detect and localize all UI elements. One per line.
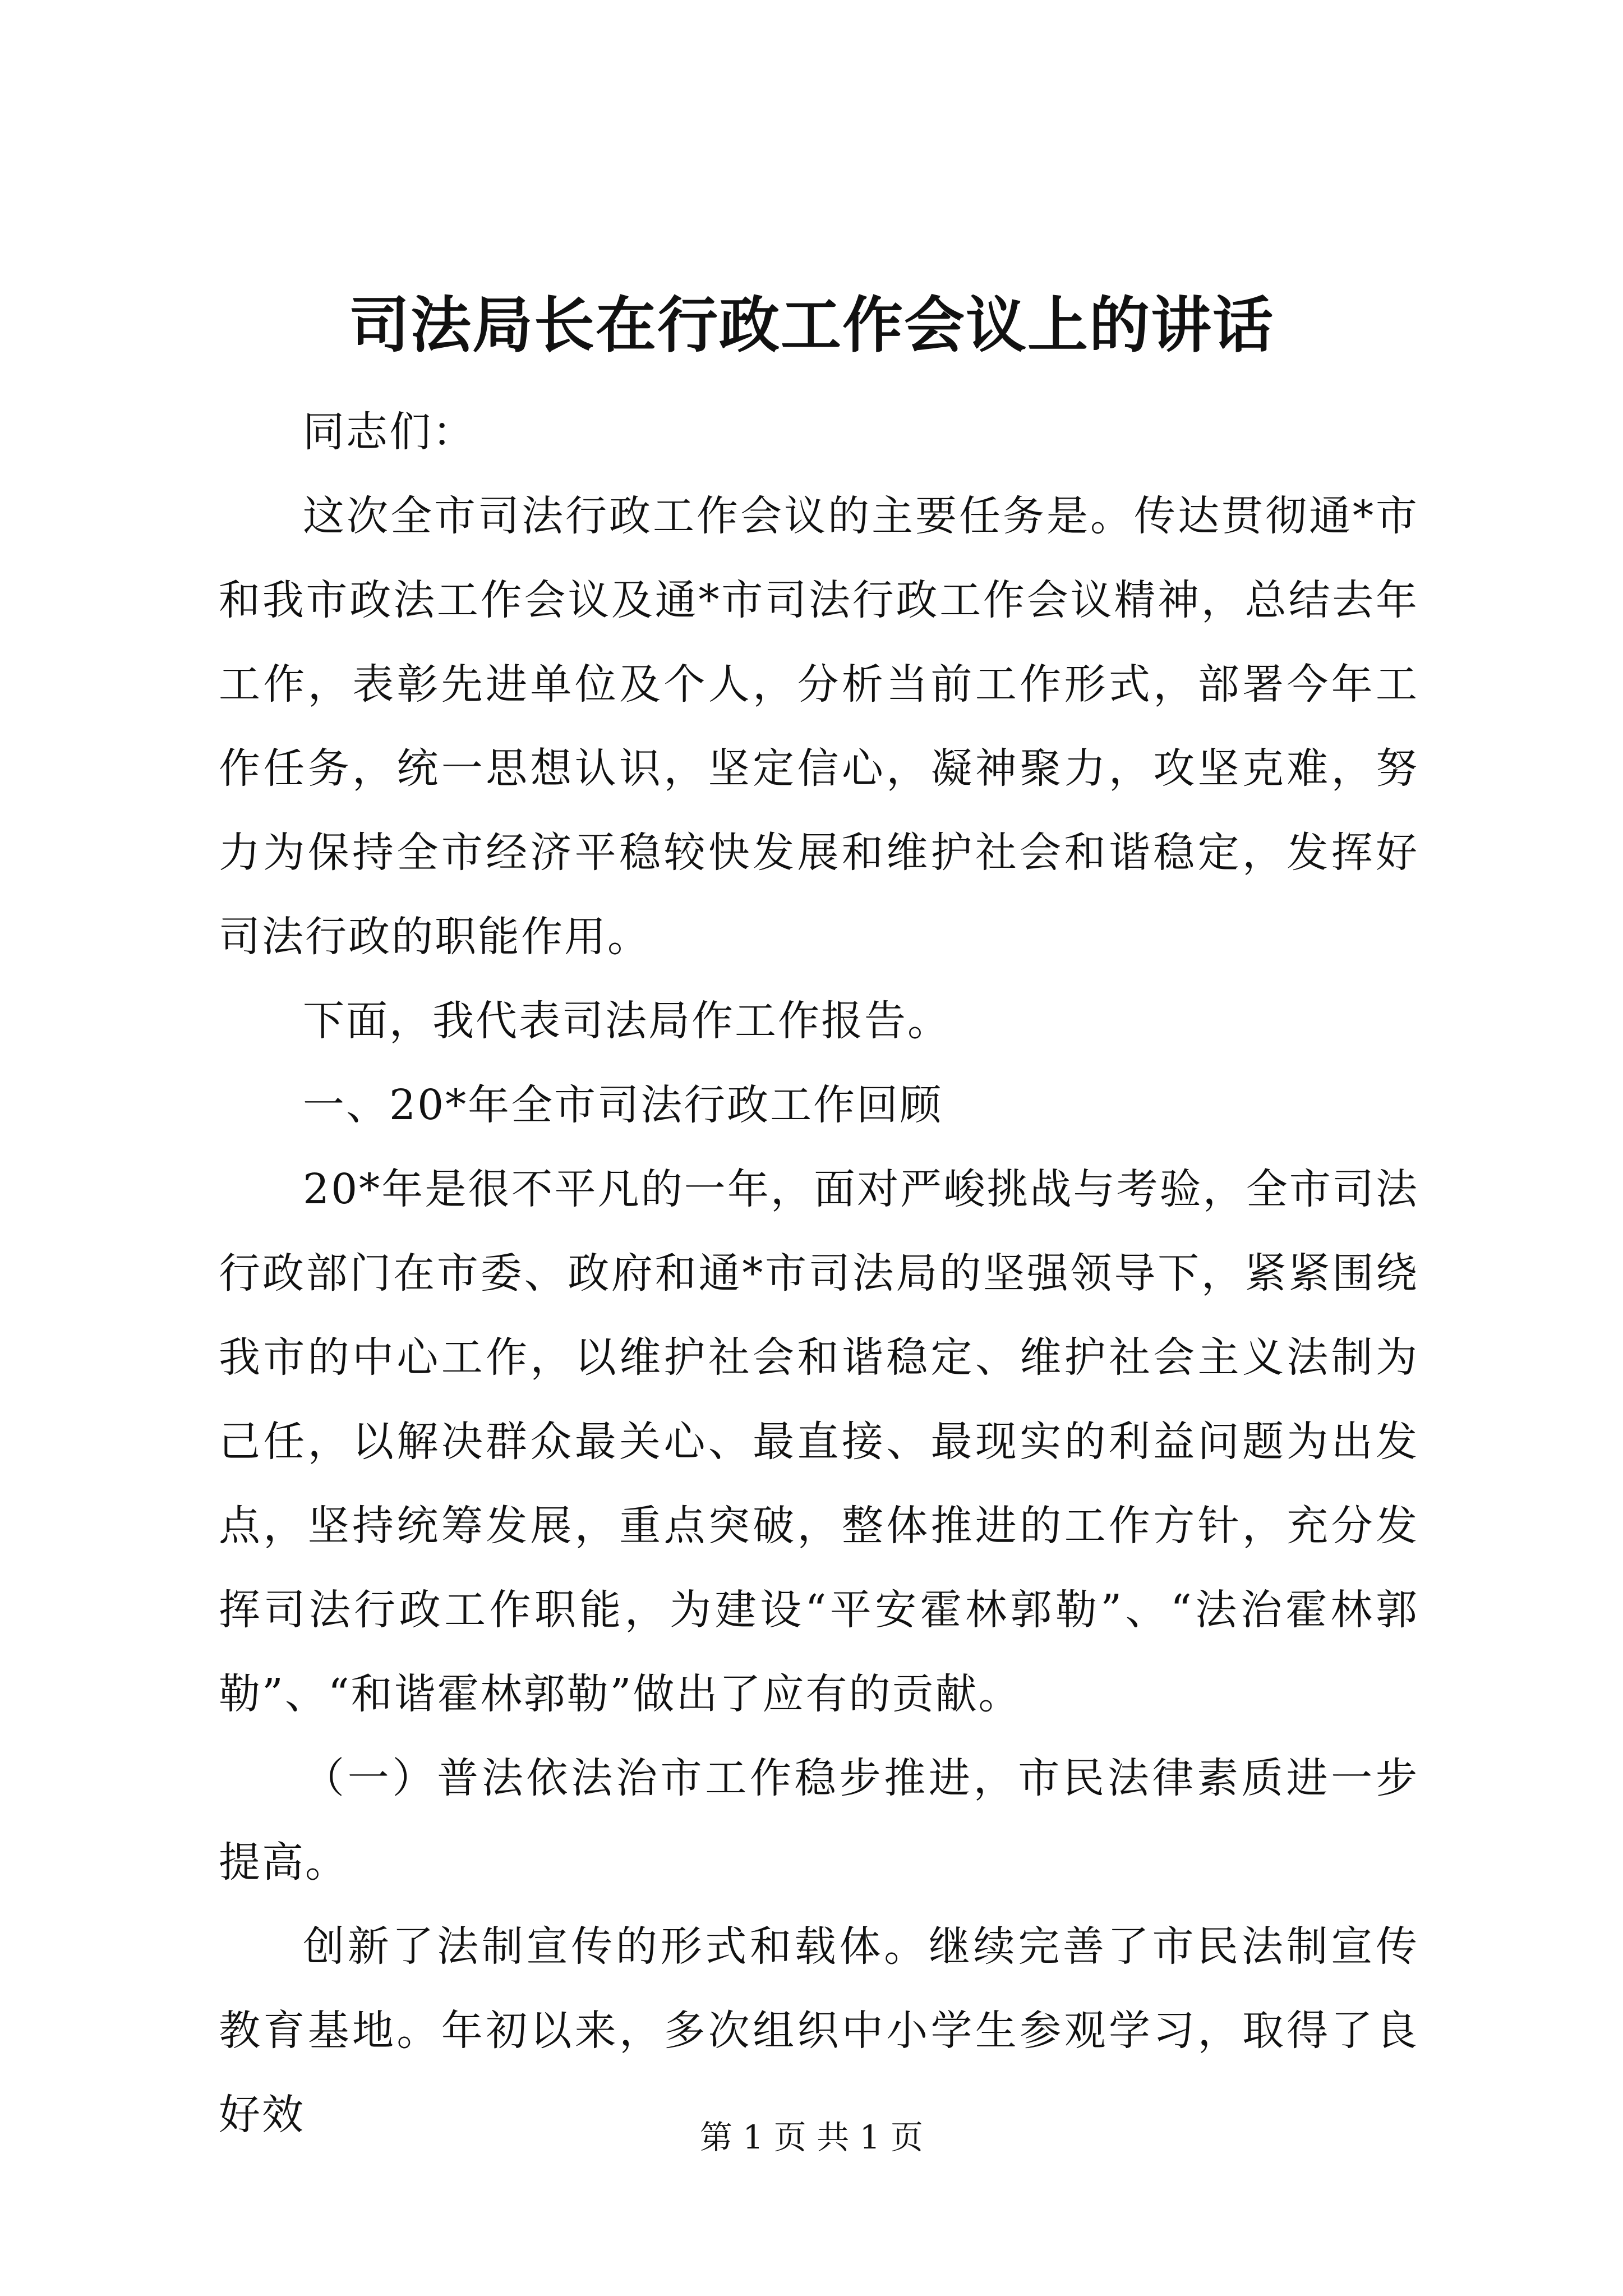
section-heading: 一、20*年全市司法行政工作回顾 (303, 1081, 943, 1129)
document-title: 司法局长在行政工作会议上的讲话 (348, 290, 1274, 361)
page-number-footer: 第 1 页 共 1 页 (700, 2118, 923, 2156)
body-paragraph: 下面，我代表司法局作工作报告。 (303, 997, 951, 1045)
salutation-paragraph: 同志们： (303, 408, 476, 456)
body-paragraph: 20*年是很不平凡的一年，面对严峻挑战与考验，全市司法行政部门在市委、政府和通*市司法局的坚强领导下，紧紧围绕我市的中心工作，以维护社会和谐稳定、维护社会主义法制为己任，以解决群众最关心、最直接、最现实的利益问题为出发点，坚持统筹发展，重点突破，整体推进的工作方针，充分发挥司法行政工作职能，为建设“平安霍林郭勒”、“法治霍林郭勒”、“和谐霍林郭勒”做出了应有的贡献。 (219, 1165, 1419, 1718)
body-paragraph: 创新了法制宣传的形式和载体。继续完善了市民法制宣传教育基地。年初以来，多次组织中小学生参观学习，取得了良好效 (219, 1922, 1419, 2139)
document-body (219, 390, 1419, 2157)
body-paragraph: 这次全市司法行政工作会议的主要任务是。传达贯彻通*市和我市政法工作会议及通*市司法行政工作会议精神，总结去年工作，表彰先进单位及个人，分析当前工作形式，部署今年工作任务，统一思想认识，坚定信心，凝神聚力，攻坚克难，努力为保持全市经济平稳较快发展和维护社会和谐稳定，发挥好司法行政的职能作用。 (219, 492, 1419, 961)
subsection-heading: （一）普法依法治市工作稳步推进，市民法律素质进一步提高。 (219, 1754, 1419, 1887)
